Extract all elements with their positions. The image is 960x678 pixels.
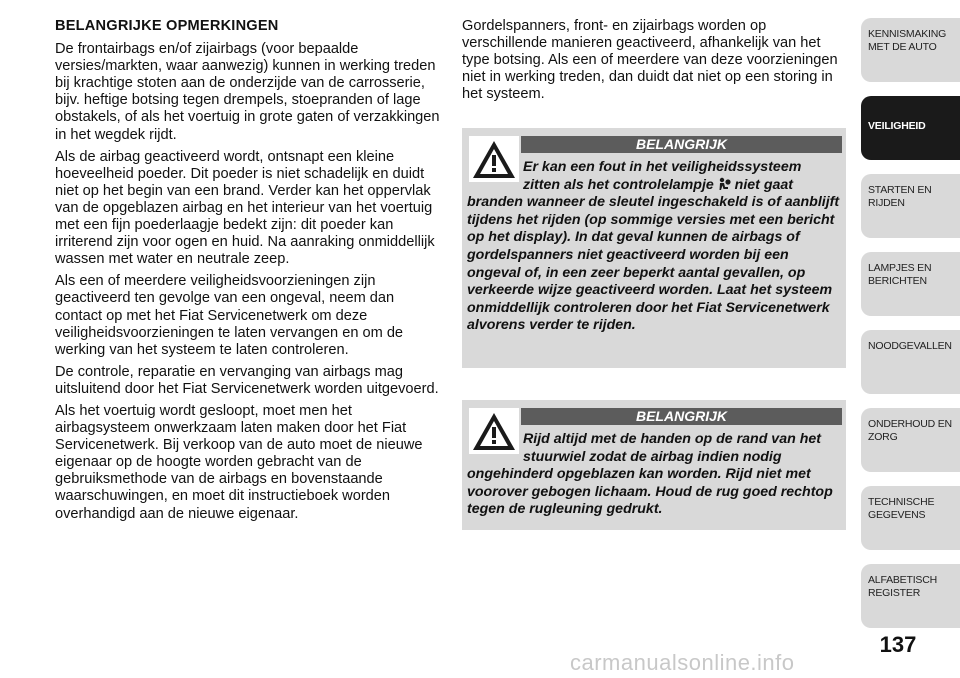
tab-onderhoud-en-zorg[interactable]: ONDERHOUD EN ZORG xyxy=(861,408,960,472)
tab-veiligheid[interactable]: VEILIGHEID xyxy=(861,96,960,160)
tab-lampjes-en-berichten[interactable]: LAMPJES EN BERICHTEN xyxy=(861,252,960,316)
paragraph: De frontairbags en/of zijairbags (voor bepaalde versies/markten, waar aanwezig) kunnen in werking treden bij krachtige stoten aan de onderzijde van de carrosserie, bijv. heftige botsing tegen drempels, stoepranden of lage obstakels, of als het voertuig in grote gaten of verzakkingen in het wegdek rijdt. xyxy=(55,41,440,143)
right-column xyxy=(462,18,847,103)
warning-text: Rijd altijd met de handen op de rand van het stuurwiel zodat de airbag indien nodig ongehinderd opgeblazen kan worden. Rijd niet met voorover gebogen lichaam. Houd de rug goed rechtop tegen de rugleuning gedrukt. xyxy=(467,431,833,518)
airbag-warning-lamp-icon xyxy=(718,177,731,191)
page-number: 137 xyxy=(879,632,917,657)
left-column xyxy=(55,18,440,528)
tab-kennismaking[interactable]: KENNISMAKING MET DE AUTO xyxy=(861,18,960,82)
paragraph: Als het voertuig wordt gesloopt, moet men het airbagsysteem onwerkzaam laten maken door het Fiat Servicenetwerk. Bij verkoop van de auto moet de nieuwe eigenaar op de hoogte worden gebracht van de gebruiksmethode van de airbags en bovenstaande waarschuwingen, en moet dit instructieboek worden overhandigd aan de nieuwe eigenaar. xyxy=(55,402,423,522)
warning-box xyxy=(462,128,846,368)
tab-starten-en-rijden[interactable]: STARTEN EN RIJDEN xyxy=(861,174,960,238)
tab-alfabetisch-register[interactable]: ALFABETISCH REGISTER xyxy=(861,564,960,628)
paragraph: De controle, reparatie en vervanging van airbags mag uitsluitend door het Fiat Servicenetwerk worden uitgevoerd. xyxy=(55,363,439,397)
warning-box xyxy=(462,400,846,530)
warning-text: Er kan een fout in het veiligheidssysteem zitten als het controlelampje niet gaat branden wanneer de sleutel ingeschakeld is of aanblijft tijdens het rijden (op sommige versies met een bericht op het display). In dat geval kunnen de airbags of gordelspanners niet geactiveerd worden bij een ongeval of, in een zeer beperkt aantal gevallen, op verkeerde wijze geactiveerd worden. Laat het systeem onmiddellijk controleren door het Fiat Servicenetwerk alvorens verder te rijden. xyxy=(467,159,840,334)
warning-header: BELANGRIJK xyxy=(521,408,842,425)
watermark: carmanualsonline.info xyxy=(570,650,795,675)
section-heading: BELANGRIJKE OPMERKINGEN xyxy=(55,18,279,34)
tab-noodgevallen[interactable]: NOODGEVALLEN xyxy=(861,330,960,394)
warning-header: BELANGRIJK xyxy=(521,136,842,153)
paragraph: Als de airbag geactiveerd wordt, ontsnapt een kleine hoeveelheid poeder. Dit poeder is niet schadelijk en duidt niet op het begin van een brand. Verder kan het oppervlak van de opgeblazen airbag en het interieur van het voertuig met een fijn poederlaagje bedekt zijn: dit poeder kan irriterend zijn voor ogen en huid. Na aanraking onmiddellijk wassen met water en neutrale zeep. xyxy=(55,148,435,268)
tab-technische-gegevens[interactable]: TECHNISCHE GEGEVENS xyxy=(861,486,960,550)
paragraph: Als een of meerdere veiligheidsvoorzieningen zijn geactiveerd ten gevolge van een ongeval, neem dan contact op met het Fiat Servicenetwerk om deze veiligheidsvoorzieningen te laten vervangen en om de werking van het systeem te laten controleren. xyxy=(55,273,404,358)
intro-paragraph: Gordelspanners, front- en zijairbags worden op verschillende manieren geactiveerd, afhankelijk van het type botsing. Als een of meerdere van deze voorzieningen niet in werking treden, dan duidt dat niet op een storing in het systeem. xyxy=(462,18,838,103)
